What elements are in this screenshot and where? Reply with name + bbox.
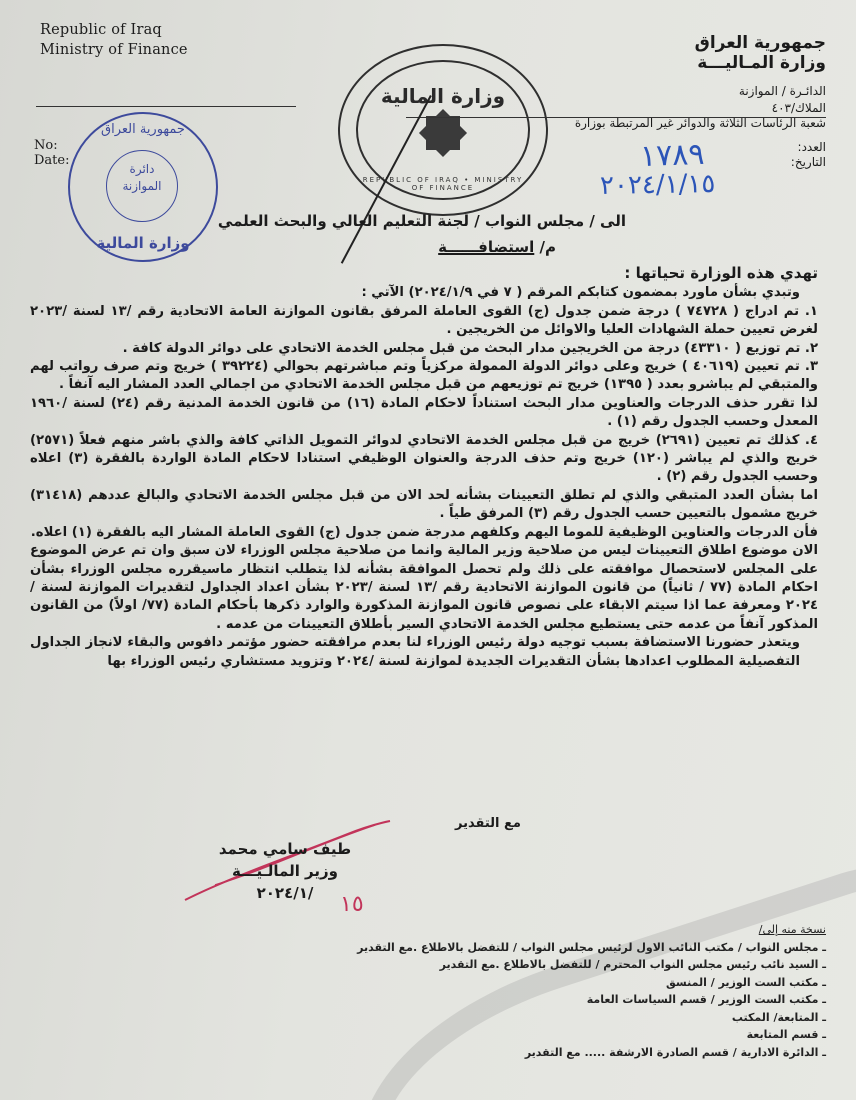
english-number-date [34,138,69,168]
stamp-inner [106,150,178,222]
stamp-inner-line2: الموازنة [122,179,162,193]
stamp-top-text: جمهورية العراق [101,122,185,137]
number-label: العدد: [797,140,826,154]
copy-to-item: ـ المتابعة/ المكتب [731,1010,826,1024]
section-name: شعبة الرئاسات الثلاثة والدوائر غير المرتبطة بوزارة [574,116,826,130]
arabic-letterhead [695,33,826,73]
paragraph-2: ٢. تم توزيع ( ٤٣٣١٠) درجة من الخريجين مدار البحث من قبل مجلس الخدمة الاتحادي على دوائر الدولة كافة . [122,340,818,356]
department-info [739,83,826,117]
copy-to-item: ـ مكتب الست الوزير / قسم السياسات العامة [586,993,826,1006]
greeting: تهدي هذه الوزارة تحياتها : [624,264,818,282]
letter-body [30,264,818,671]
paragraph-7: فأن الدرجات والعناوين الوظيفية للموما اليهم وكلفهم مدرجة ضمن جدول (ج) القوى العاملة المشار اليه بالفقرة (١) اعلاه. [30,524,818,540]
intro-paragraph: وتبدي بشأن ماورد بمضمون كتابكم المرقم ( ٧ في ٢٠٢٤/١/٩) الآتي : [361,285,800,301]
copy-to-item: ـ مكتب الست الوزير / المنسق [666,975,826,989]
copy-to-item: ـ السيد نائب رئيس مجلس النواب المحترم / للتفضل بالاطلاع .مع التقدير [439,958,826,971]
divider [36,106,296,107]
date-label: Date: [34,153,70,168]
paragraph-4: لذا تقرر حذف الدرجات والعناوين مدار البحث استناداً لاحكام المادة (١٦) من قانون الخدمة المدنية رقم (٢٤) لسنة /١٩٦٠ المعدل وحسب الجدول رقم (١) . [30,395,818,430]
seal-title: وزارة المالية [380,84,506,108]
handwritten-number: ١٧٨٩ [639,136,706,175]
star-emblem-icon [426,116,460,150]
handwritten-date: ٢٠٢٤/١/١٥ [599,168,716,202]
subject-line [438,238,556,256]
signer-title: وزير المالـيـــة [232,862,338,880]
letterhead-country: Republic of Iraq [40,22,162,38]
subject-text: استضافــــــة [438,238,535,256]
paragraph-8: الان موضوع اطلاق التعيينات ليس من صلاحية وزير المالية وانما من صلاحية مجلس الوزراء لان سبق وان تم عرض الموضوع على المجلس لاستحصال موافقته على ذلك ولم تحصل الموافقة بشأنه لذا يتطلب انتظار ماسيقرره مجلس الوزراء بشأن احكام المادة (٧٧ / ثانياً) من قانون الموازنة الاتحادية رقم /١٣ لسنة /٢٠٢٣ بشأن اعداد الجداول لتقديرات الموازنة لسنة /٢٠٢٤ ومعرفة عما اذا سيتم الابقاء على نصوص قانون الموازنة المذكورة والوارد ذكرها بأحكام المادة (٧٧/ اولاً) من القانون المذكور آنفاً من عدمه حتى يستطيع مجلس الخدمة الاتحادي السير بأطلاق التعيينات من عدمه . [30,543,819,632]
no-label: No: [34,138,58,153]
paragraph-3: ٣. تم تعيين (٤٠٦١٩ ) خريج وعلى دوائر الدولة الممولة مركزياً وتم مباشرتهم بحوالي (٣٩٢٢٤ ) خريج وتم صرف رواتب لهم والمتبقي لم يباشرو بعدد ( ١٣٩٥) خريج تم توزيعهم من قبل مجلس الخدمة الاتحادي من اجمالي العدد المشار اليه آنفاً . [30,359,818,393]
number-date-labels [791,140,826,170]
letterhead-country-ar: جمهورية العراق [694,33,826,53]
stamp-bottom-text: وزارة المالية [96,234,190,252]
subject-prefix: م/ [539,238,556,256]
paragraph-9: ويتعذر حضورنا الاستضافة بسبب توجيه دولة رئيس الوزراء لنا بعدم مرافقته حضور مؤتمر دافوس والبقاء لانجاز الجداول التفصيلية المطلوب اعدادها بشأن التقديرات الجديدة لموازنة لسنة /٢٠٢٤ وتزويد مستشاري رئيس الوزراء بها [30,635,800,669]
letterhead-ministry: Ministry of Finance [40,42,188,58]
staff-code: الملاك/٤٠٣ [771,101,826,115]
paragraph-5: ٤. كذلك تم تعيين (٢٦٩١) خريج من قبل مجلس الخدمة الاتحادي لدوائر التمويل الذاتي كافة والذي باشر منهم فعلاً (٢٥٧١) خريج والذي لم يباشر (١٢٠) خريج وتم حذف الدرجة والعنوان الوظيفي استنادا لاحكام المادة الواردة بالفقرة (٣) اعلاه وحسب الجدول رقم (٢) . [30,432,818,485]
signature-date: /٢٠٢٤/١ [256,884,314,902]
copy-to-title: نسخة منه إلى/ [758,923,826,936]
copy-to-item: ـ الدائرة الادارية / قسم الصادرة الارشفة ..... مع التقدير [524,1045,826,1059]
seal-english-text: REPUBLIC OF IRAQ • MINISTRY OF FINANCE [362,176,524,192]
copy-to-item: ـ مجلس النواب / مكتب النائب الاول لرئيس مجلس النواب / للتفضل بالاطلاع .مع التقدير [357,940,826,954]
paragraph-1: ١. تم ادراج ( ٧٤٧٢٨ ) درجة ضمن جدول (ج) القوى العاملة المرفق بقانون الموازنة العامة الاتحادية رقم /١٣ لسنة /٢٠٢٣ لغرض تعيين حملة الشهادات العليا والاوائل من الخريجين . [30,303,818,338]
closing: مع التقدير [455,816,521,831]
department: الدائـرة / الموازنة [738,84,826,98]
addressee: الى / مجلس النواب / لجنة التعليم العالي والبحث العلمي [217,212,626,230]
ministry-seal-logo [338,44,548,216]
budget-department-stamp [68,112,218,262]
handwritten-mark: ١٥ [340,892,364,917]
copy-to-item: ـ قسم المتابعة [746,1028,826,1041]
stamp-inner-line1: دائرة [129,162,155,176]
letterhead-ministry-ar: وزارة المـاليـــة [697,53,826,73]
date-label-ar: التاريخ: [790,155,826,169]
paragraph-6: اما بشأن العدد المتبقي والذي لم تطلق التعيينات بشأنه لحد الان من قبل مجلس الخدمة الاتحادي والبالغ عددهم (٣١٤١٨) خريج مشمول بالتعيين حسب الجدول رقم (٣) المرفق طياً . [30,487,818,522]
seal-inner-ring [356,60,530,200]
copy-to-list [357,921,826,1061]
signer-name: طيف سامي محمد [218,840,352,858]
english-letterhead [40,20,188,60]
